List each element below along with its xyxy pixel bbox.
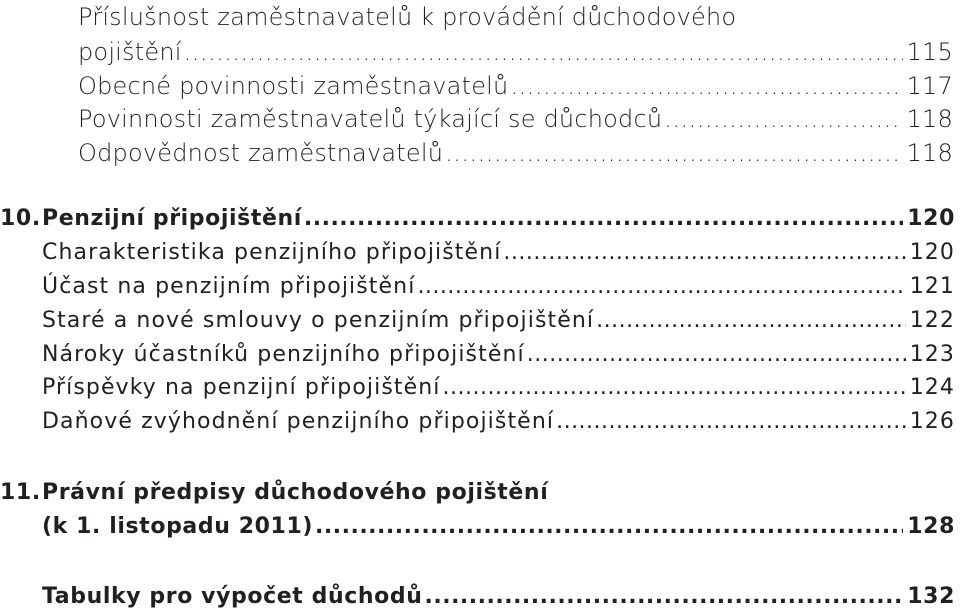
toc-page-number: 120 xyxy=(909,240,955,265)
toc-page-number: 115 xyxy=(906,38,953,66)
toc-entry[interactable] xyxy=(78,40,953,64)
dot-leader xyxy=(510,74,902,98)
toc-page-number: 122 xyxy=(909,308,955,333)
toc-entry-title: Účast na penzijním připojištění xyxy=(42,274,416,299)
dot-leader xyxy=(425,586,904,608)
dot-leader xyxy=(664,107,902,131)
chapter-number: 11. xyxy=(0,480,41,505)
toc-entry[interactable] xyxy=(42,242,955,264)
toc-entry[interactable] xyxy=(78,107,953,131)
toc-entry-title: Staré a nové smlouvy o penzijním připojištění xyxy=(42,308,595,333)
toc-chapter-heading[interactable] xyxy=(0,482,548,504)
dot-leader xyxy=(304,208,903,230)
toc-page-number: 118 xyxy=(906,105,953,133)
toc-entry[interactable] xyxy=(42,377,955,399)
toc-entry-title: Daňové zvýhodnění penzijního připojištění xyxy=(42,409,555,434)
toc-page-number: 121 xyxy=(909,274,955,299)
dot-leader xyxy=(596,310,906,332)
toc-entry-title: pojištění xyxy=(78,38,182,66)
toc-page-number: 120 xyxy=(907,206,955,231)
toc-page-number: 126 xyxy=(909,409,955,434)
chapter-title-continued: (k 1. listopadu 2011) xyxy=(42,514,314,539)
toc-chapter-entry[interactable] xyxy=(42,586,955,608)
toc-entry-title: Povinnosti zaměstnavatelů týkající se důchodců xyxy=(78,105,663,133)
toc-entry-title: Charakteristika penzijního připojištění xyxy=(42,240,502,265)
toc-entry[interactable] xyxy=(42,276,955,298)
toc-page-number: 123 xyxy=(909,342,955,367)
tables-title: Tabulky pro výpočet důchodů xyxy=(42,584,423,609)
dot-leader xyxy=(443,377,906,399)
dot-leader xyxy=(445,141,902,165)
chapter-title: Právní předpisy důchodového pojištění xyxy=(42,480,549,505)
toc-page-number: 118 xyxy=(906,139,953,167)
dot-leader xyxy=(527,344,906,366)
toc-entry[interactable] xyxy=(78,141,953,165)
dot-leader xyxy=(184,40,903,64)
dot-leader xyxy=(503,242,905,264)
toc-page-number: 124 xyxy=(909,375,955,400)
toc-entry[interactable] xyxy=(78,74,953,98)
toc-page-number: 128 xyxy=(907,514,955,539)
toc-entry[interactable] xyxy=(42,344,955,366)
toc-entry-title: Příslušnost zaměstnavatelů k provádění důchodového xyxy=(78,3,737,31)
toc-entry-title: Nároky účastníků penzijního připojištění xyxy=(42,342,525,367)
toc-page-number: 132 xyxy=(907,584,955,609)
dot-leader xyxy=(556,411,906,433)
toc-entry-title: Obecné povinnosti zaměstnavatelů xyxy=(78,72,509,100)
toc-entry[interactable] xyxy=(42,411,955,433)
dot-leader xyxy=(315,516,903,538)
toc-page-number: 117 xyxy=(906,72,953,100)
toc-chapter-entry[interactable] xyxy=(0,208,955,230)
toc-chapter-entry[interactable] xyxy=(42,516,955,538)
toc-entry-title: Odpovědnost zaměstnavatelů xyxy=(78,139,444,167)
dot-leader xyxy=(417,276,905,298)
chapter-number: 10. xyxy=(0,206,41,231)
chapter-title: Penzijní připojištění xyxy=(42,206,302,231)
toc-entry[interactable] xyxy=(42,310,955,332)
toc-entry-title: Příspěvky na penzijní připojištění xyxy=(42,375,441,400)
